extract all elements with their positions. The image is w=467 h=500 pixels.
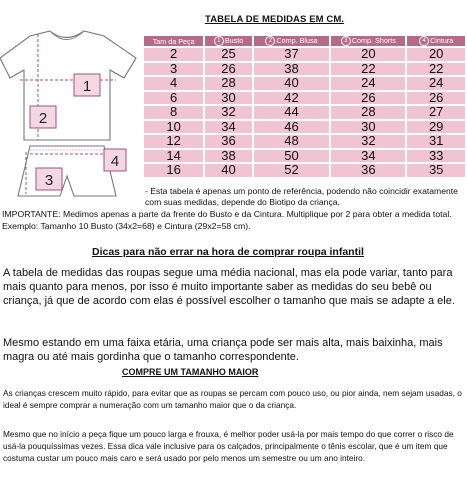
size-cell: 16 [144, 164, 203, 177]
measure-cell: 38 [205, 150, 251, 163]
tips-paragraph: A tabela de medidas das roupas segue uma média nacional, mas ela pode variar, tanto para mais quanto para menos, por isso é muito importante saber as medidas do seu bebê ou criança, já que de acordo com elas é possível escolher o tamanho que mais se adapte a ele. [3, 267, 455, 307]
measure-cell: 35 [407, 164, 465, 177]
header-comp-shorts: 3 Comp. Shorts [331, 36, 405, 46]
measure-cell: 32 [331, 135, 405, 148]
header-busto: 1 Busto [205, 36, 251, 46]
measure-cell: 36 [331, 164, 405, 177]
size-cell: 2 [144, 48, 203, 61]
measure-cell: 50 [254, 150, 330, 163]
measure-label-2 [30, 106, 56, 128]
svg-text:3: 3 [44, 172, 54, 189]
table-row [144, 48, 465, 61]
size-cell: 6 [144, 92, 203, 105]
measure-label-4 [104, 149, 126, 171]
measure-cell: 20 [407, 48, 465, 61]
tshirt-outline [0, 31, 136, 140]
header-cintura: 4 Cintura [407, 36, 465, 46]
measure-cell: 20 [331, 48, 405, 61]
size-cell: 10 [144, 121, 203, 134]
buy-bigger-paragraph: Mesmo que no início a peça fique um pouco larga e frouxa, é melhor poder usá-la por mais tempo do que correr o risco de usá-la pouquíssimas vezes. Essa dica vale inclusive para os calçados, principalmente o tênis escolar, que é um item que costuma custar um pouco mais caro e será usado por pelo menos um semestre ou um ano inteiro. [3, 429, 454, 463]
table-row [144, 135, 465, 148]
measure-cell: 38 [254, 63, 330, 76]
reference-note: - Esta tabela é apenas um ponto de referência, podendo não coincidir exatamente com suas medidas, depende do Biotipo da criança. [145, 186, 458, 207]
measure-cell: 22 [331, 63, 405, 76]
measure-cell: 37 [254, 48, 330, 61]
tips-paragraph: Mesmo estando em uma faixa etária, uma criança pode ser mais alta, mais baixinha, mais magra ou até mais gordinha que o tamanho correspondente. [3, 337, 443, 363]
measure-cell: 27 [407, 106, 465, 119]
table-row [144, 63, 465, 76]
header-comp-blusa: 2 Comp. Blusa [254, 36, 330, 46]
measure-cell: 30 [331, 121, 405, 134]
measure-cell: 32 [205, 106, 251, 119]
size-cell: 4 [144, 77, 203, 90]
measure-cell: 34 [331, 150, 405, 163]
size-table [142, 34, 467, 179]
measure-cell: 44 [254, 106, 330, 119]
measure-label-3 [36, 168, 62, 190]
table-row [144, 77, 465, 90]
measure-cell: 31 [407, 135, 465, 148]
important-note: IMPORTANTE: Medimos apenas a parte da frente do Busto e da Cintura. Multiplique por 2 para obter a medida total. Exemplo: Tamanho 10 Busto (34x2=68) e Cintura (29x2=58 cm). [2, 209, 452, 231]
measure-cell: 52 [254, 164, 330, 177]
measure-cell: 33 [407, 150, 465, 163]
header-size: Tam da Peça [144, 36, 203, 46]
measure-cell: 24 [331, 77, 405, 90]
measure-cell: 36 [205, 135, 251, 148]
table-row [144, 164, 465, 177]
measure-cell: 26 [407, 92, 465, 105]
svg-text:2: 2 [38, 110, 48, 127]
measure-cell: 24 [407, 77, 465, 90]
size-cell: 12 [144, 135, 203, 148]
measure-cell: 30 [205, 92, 251, 105]
table-row [144, 150, 465, 163]
measure-cell: 28 [331, 106, 405, 119]
measure-cell: 26 [205, 63, 251, 76]
measure-cell: 34 [205, 121, 251, 134]
garment-measurement-diagram [0, 28, 140, 200]
size-cell: 3 [144, 63, 203, 76]
buy-bigger-paragraph: As crianças crescem muito rápido, para evitar que as roupas se percam com pouco uso, ou pior ainda, nem sejam usadas, o ideal é sempre comprar a numeração com um tamanho maior que o da criança. [3, 388, 462, 410]
measure-label-1 [74, 74, 100, 96]
measure-cell: 40 [205, 164, 251, 177]
table-row [144, 92, 465, 105]
svg-text:4: 4 [110, 153, 120, 170]
measure-cell: 46 [254, 121, 330, 134]
measure-cell: 25 [205, 48, 251, 61]
measure-cell: 28 [205, 77, 251, 90]
measure-cell: 48 [254, 135, 330, 148]
table-header-row [144, 36, 465, 46]
measure-cell: 22 [407, 63, 465, 76]
buy-bigger-heading: COMPRE UM TAMANHO MAIOR [122, 367, 259, 377]
svg-text:1: 1 [82, 78, 92, 95]
size-cell: 14 [144, 150, 203, 163]
tips-heading: Dicas para não errar na hora de comprar roupa infantil [92, 246, 364, 258]
measure-cell: 29 [407, 121, 465, 134]
table-title: TABELA DE MEDIDAS EM CM. [205, 14, 345, 25]
measure-cell: 42 [254, 92, 330, 105]
table-row [144, 121, 465, 134]
measure-cell: 40 [254, 77, 330, 90]
measure-cell: 26 [331, 92, 405, 105]
table-row [144, 106, 465, 119]
size-cell: 8 [144, 106, 203, 119]
